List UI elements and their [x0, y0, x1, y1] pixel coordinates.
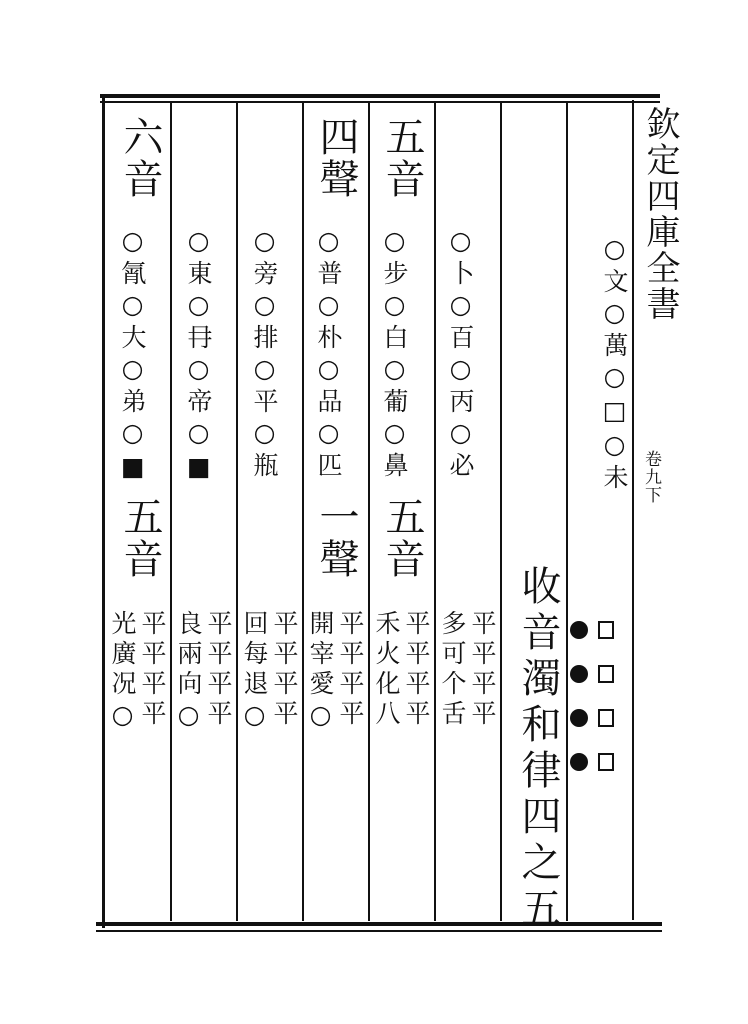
- tone-line: 平平平平: [270, 610, 299, 730]
- char-line: 回每退○: [240, 610, 269, 734]
- book-title: 欽定四庫全書: [640, 106, 680, 322]
- filled-circle-icon: [570, 709, 588, 727]
- top-border: [100, 94, 660, 98]
- filled-circle-icon: [570, 753, 588, 771]
- top-border-inner: [100, 101, 660, 103]
- column-entries: ○普○朴○品○匹: [314, 226, 343, 482]
- dot-row: [570, 696, 614, 740]
- tone-line: 平平平平: [468, 610, 497, 730]
- square-icon: [598, 621, 614, 639]
- left-border: [102, 98, 105, 928]
- column-heading: 四聲: [313, 116, 359, 200]
- column-divider: [170, 103, 172, 921]
- filled-circle-icon: [570, 665, 588, 683]
- char-line: 多可个舌: [438, 610, 467, 730]
- char-line: 光廣况○: [108, 610, 137, 734]
- dot-row: [570, 608, 614, 652]
- filled-circle-icon: [570, 621, 588, 639]
- bottom-border-inner: [96, 930, 662, 932]
- dots-column: [570, 608, 614, 784]
- column-entries: ○旁○排○平○瓶: [250, 226, 279, 482]
- column-entries: ○步○白○葡○鼻: [380, 226, 409, 482]
- spine-divider: [632, 100, 634, 920]
- section-title: 收音濁和律四之五: [515, 565, 561, 933]
- char-line: 良兩向○: [174, 610, 203, 734]
- column-entries: ○東○冄○帝○■: [184, 226, 213, 486]
- column-heading: 五音: [379, 116, 425, 200]
- column-entries: ○卜○百○丙○必: [446, 226, 475, 482]
- column-divider: [236, 103, 238, 921]
- tone-line: 平平平平: [402, 610, 431, 730]
- column-heading: 六音: [117, 116, 163, 200]
- column-entries: ○㲵○大○弟○■: [118, 226, 147, 486]
- tone-line: 平平平平: [204, 610, 233, 730]
- column-heading: 一聲: [313, 496, 359, 580]
- dot-row: [570, 652, 614, 696]
- tone-line: 平平平平: [336, 610, 365, 730]
- tone-line: 平平平平: [138, 610, 167, 730]
- char-line: 禾火化八: [372, 610, 401, 730]
- char-line: 開宰愛○: [306, 610, 335, 734]
- square-icon: [598, 753, 614, 771]
- column-divider: [302, 103, 304, 921]
- column-heading: 五音: [379, 496, 425, 580]
- column-divider: [500, 103, 502, 921]
- bottom-border: [96, 922, 662, 926]
- volume-label: 卷九下: [641, 450, 661, 504]
- column-heading: 五音: [117, 496, 163, 580]
- title-column-entries: ○文○萬○□○未: [600, 234, 629, 494]
- column-divider: [434, 103, 436, 921]
- square-icon: [598, 665, 614, 683]
- column-divider: [368, 103, 370, 921]
- square-icon: [598, 709, 614, 727]
- dot-row: [570, 740, 614, 784]
